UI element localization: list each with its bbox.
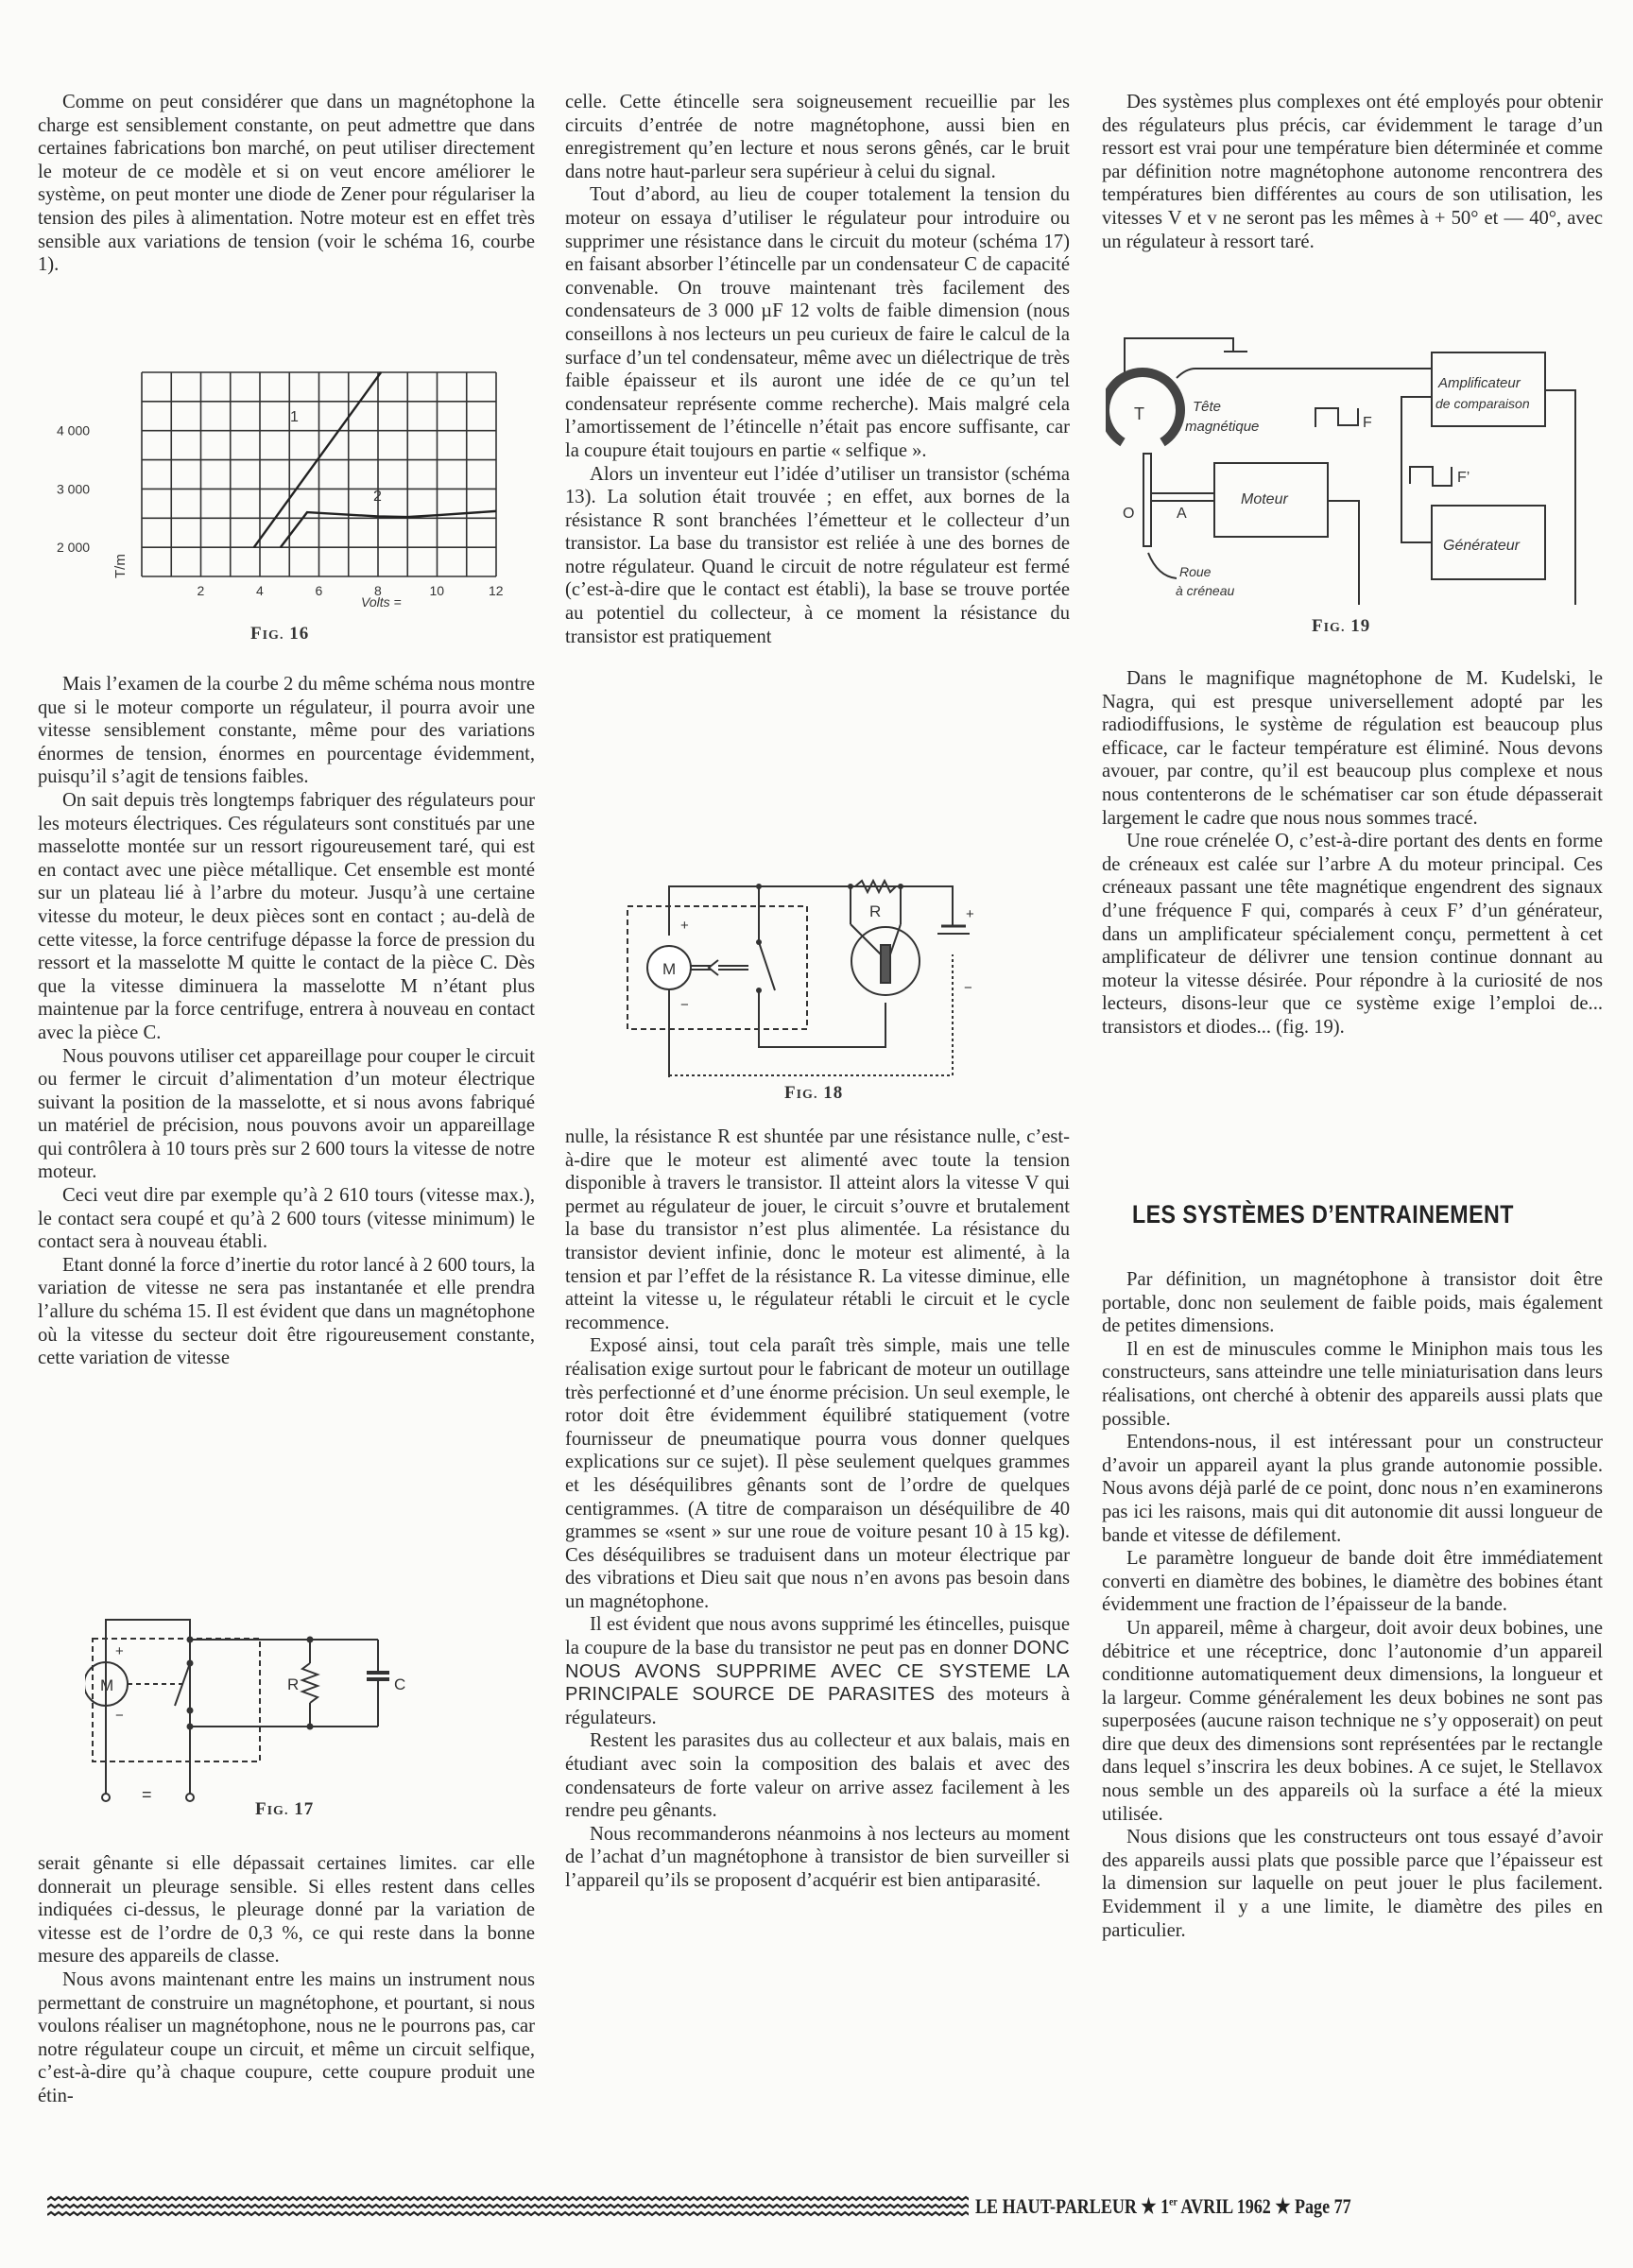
star-icon: ★ [1141,2194,1157,2218]
switch [175,1663,190,1706]
wheel-caption-2: à créneau [1176,583,1235,598]
paragraph: Nous avons maintenant entre les mains un instrument nous permettant de construire un magnétophone, et pourtant, si nous voulons réaliser un magnétophone, nous ne le pourrons pas, car notre régulateur coupe un circuit, et même un circuit selfique, c’est-à-dire qu’à chaque coupure, cette coupure produit une étin- [38,1968,535,2106]
plus-label: + [680,918,689,934]
x-tick-label: 10 [429,583,445,598]
y-tick-label: 3 000 [57,481,91,497]
fig17-caption: FIG. 17 [255,1799,315,1819]
fig18-diagram [614,879,1011,1077]
footer-wave-rule [47,2194,969,2223]
y-axis-label: T/m [112,554,129,578]
wire [106,1620,190,1761]
section-heading: LES SYSTÈMES D’ENTRAINEMENT [1132,1200,1514,1228]
column-2 [565,91,1070,648]
terminal [186,1794,194,1801]
minus-label: − [680,997,689,1013]
paragraph: celle. Cette étincelle sera soigneusement recueillie par les circuits d’entrée de notre magnétophone, aussi bien en enregistrement qu’en lecture et nous serons gênés, car le bruit dans notre haut-parleur sera supérieur à celui du signal. [565,92,1070,182]
paragraph: Il est évident que nous avons supprimé les étincelles, puisque la coupure de la base du transistor ne peut pas en donner DONC NOUS AVONS SUPPRIME AVEC CE SYSTEME LA PRINCIPALE SOURCE DE PARASITES des moteurs à régulateurs. [565,1614,1070,1728]
battery-minus-label: − [964,980,972,996]
paragraph: Un appareil, même à chargeur, doit avoir deux bobines, une débitrice et une réceptrice, donc l’autonomie d’un appareil conditionne automatiquement deux dimensions, la longueur et la largeur. Comme généralement les deux bobines ne sont pas superposées (aucune raison technique ne s’y opposerait) on peut dire que deux des dimensions sont représentées par le rectangle dans lequel s’inscrira les deux bobines. A ce sujet, le Stellavox nous semble un des appareils où la surface a été la mieux utilisée. [1102,1617,1603,1825]
column-3 [1102,91,1603,253]
fig16-caption: FIG. 16 [250,624,310,644]
column-1 [38,91,535,277]
column-3-cont [1102,667,1603,1040]
capacitor-label: C [394,1675,406,1693]
paragraph: Exposé ainsi, tout cela paraît très simple, mais une telle réalisation exige surtout pour le fabricant de moteur un outillage très perfectionné et d’une énorme précision. Un seul exemple, le rotor doit être évidemment équilibré statiquement (votre fournisseur de pneumatique pourra vous donner quelques explications sur ce sujet). Il pèse seulement quelques grammes et les déséquilibres gênants sont de l’ordre de quelques centigrammes. (A titre de comparaison un déséquilibre de 40 grammes se «sent » sur une roue de voiture pesant 10 à 15 kg). Ces déséquilibres se traduisent dans un moteur électrique par des vibrations et Dieu sait que nous n’en avons pas besoin dans un magnétophone. [565,1335,1070,1612]
motor-label: M [100,1676,114,1694]
page-footer [975,2194,1351,2219]
wheel-caption-1: Roue [1179,564,1212,579]
resistor-label: R [869,902,882,920]
publication-name: LE HAUT-PARLEUR [975,2194,1137,2218]
paragraph: Nous pouvons utiliser cet appareillage pour couper le circuit ou fermer le circuit d’alimentation d’un moteur électrique suivant la position de la masselotte, et si nous avons fabriqué un matériel de précision, nous pouvons avoir un appareillage qui contrôlera à 10 tours près sur 2 600 tours la vitesse de notre moteur. [38,1045,535,1183]
paragraph: Dans le magnifique magnétophone de M. Kudelski, le Nagra, qui est presque universellement adopté par les radiodiffusions, le système de régulation est beaucoup plus efficace, car le facteur température est éliminé. Nous devons avouer, par contre, qu’il est beaucoup plus complexe et nous nous contenterons de le schématiser car son étude dépasserait largement le cadre que nous nous sommes tracé. [1102,668,1603,829]
paragraph: Restent les parasites dus au collecteur et aux balais, mais en étudiant avec soin la composition des balais et avec des condensateurs de forte valeur on arrive assez facilement à les rendre peu gênants. [565,1730,1070,1822]
x-tick-label: 2 [197,583,205,598]
paragraph: Il en est de minuscules comme le Miniphon mais tous les constructeurs, sans atteindre une telle miniaturisation dans leurs réalisations, ont cherché à obtenir des appareils aussi plats que possible. [1102,1338,1603,1430]
x-tick-label: 12 [489,583,504,598]
paragraph: Etant donné la force d’inertie du rotor lancé à 2 600 tours, la variation de vitesse ne sera pas instantanée et elle prendra l’allure du schéma 15. Il est évident que dans un magnétophone où la vitesse du secteur doit être rigoureusement constante, cette variation de vitesse [38,1254,535,1369]
star-icon: ★ [1275,2194,1291,2218]
paragraph: nulle, la résistance R est shuntée par une résistance nulle, c’est-à-dire que le moteur est alimenté avec toute la tension disponible à travers le transistor. Il atteint alors la vitesse V qui permet au régulateur de jouer, le circuit s’ouvre et brutalement la base du transistor n’est plus alimentée. La résistance du transistor devient infinie, donc le moteur est alimenté, à la tension et par l’effet de la résistance R. La vitesse diminue, elle atteint la vitesse u, le régulateur rétabli le circuit et le cycle recommence. [565,1126,1070,1333]
wave-line [47,2205,969,2208]
resistor-label: R [287,1675,300,1693]
series-label-2: 2 [373,489,382,505]
head-label: T [1134,404,1144,423]
head-caption-2: magnétique [1185,419,1260,435]
column-1-end [38,1852,535,2108]
paragraph: Comme on peut considérer que dans un magnétophone la charge est sensiblement constante, on peut admettre que dans certaines fabrications bon marché, on peut utiliser directement le moteur de ce modèle et si on veut encore améliorer le système, on peut monter une diode de Zener pour régulariser la tension des piles à alimentation. Notre moteur est en effet très sensible aux variations de tension (voir le schéma 16, courbe 1). [38,92,535,276]
paragraph: Par définition, un magnétophone à transistor doit être portable, donc non seulement de faible poids, mais également de petites dimensions. [1102,1269,1603,1337]
fig19-diagram [1106,331,1588,605]
paragraph: Entendons-nous, il est intéressant pour un constructeur d’avoir un appareil ayant la plus grande autonomie possible. Nous avons déjà parlé de ce point, donc nous n’en examinerons pas ici les raisons, mais qui dit autonomie dit aussi longueur de bande et vitesse de défilement. [1102,1432,1603,1546]
signal-f2-label: F’ [1457,470,1470,486]
crenellated-wheel [1143,454,1151,546]
head-caption-1: Tête [1193,399,1222,415]
wave-line [47,2212,969,2215]
paragraph: Mais l’examen de la courbe 2 du même schéma nous montre que si le moteur comporte un régulateur, il pourra avoir une vitesse sensiblement constante, même pour des variations énormes de tension, énormes en pourcentage évidemment, puisqu’il s’agit de tensions faibles. [38,674,535,788]
paragraph: Des systèmes plus complexes ont été employés pour obtenir des régulateurs plus précis, car évidemment le tarage d’un ressort est vrai pour une température bien déterminée et comme par définition notre magnétophone autonome rencontrera des températures bien différentes au cours de son utilisation, les vitesses V et v ne seront pas les mêmes à + 50° et — 40°, avec un régulateur à ressort taré. [1102,92,1603,252]
paragraph: Nous recommanderons néanmoins à nos lecteurs au moment de l’achat d’un magnétophone à transistor de bien surveiller si l’appareil qu’ils se proposent d’acquérir est bien antiparasité. [565,1823,1070,1891]
paragraph: Ceci veut dire par exemple qu’à 2 610 tours (vitesse max.), le contact sera coupé et qu’à 2 600 tours (vitesse minimum) le contact sera à nouveau établi. [38,1185,535,1253]
shaft-label: A [1177,506,1187,522]
column-2-cont [565,1125,1070,1893]
wheel-label: O [1123,506,1135,522]
column-1-cont [38,673,535,1370]
amplifier-label-2: de comparaison [1435,396,1530,411]
motor-label: Moteur [1241,491,1288,507]
series-line-2 [281,511,496,547]
x-tick-label: 6 [315,583,323,598]
battery-plus-label: + [966,906,974,922]
fig19-caption: FIG. 19 [1312,616,1371,636]
page-number: Page 77 [1295,2194,1351,2218]
dc-symbol: = [142,1785,152,1804]
y-tick-label: 2 000 [57,540,91,556]
fig18-caption: FIG. 18 [784,1083,844,1103]
column-3-section [1102,1268,1603,1942]
wire [669,886,953,936]
series-label-1: 1 [290,409,299,425]
plus-label: + [115,1643,124,1659]
fig17-diagram [85,1588,444,1805]
emphasis-caps: DONC NOUS AVONS SUPPRIME AVEC CE SYSTEME LA PRINCIPALE SOURCE DE PARASITES [565,1638,1070,1706]
issue-date: 1er AVRIL 1962 [1160,2194,1271,2218]
amplifier-label-1: Amplificateur [1438,375,1521,391]
motor-label: M [662,960,677,978]
resistor-R [302,1663,318,1703]
signal-f2-waveform [1410,467,1452,486]
x-axis-label: Volts = [361,594,402,610]
paragraph: Tout d’abord, au lieu de couper totalement la tension du moteur on essaya d’utiliser le régulateur pour introduire ou supprimer une résistance dans le circuit du moteur (schéma 17) en faisant absorber l’étincelle par un condensateur C de capacité convenable. On trouve maintenant très facilement des condensateurs de 3 000 µF 12 volts de faible dimension (nous conseillons à nos lecteurs un peu curieux de faire le calcul de la surface d’un tel condensateur, même avec un diélectrique de très faible épaisseur et ils auront une idée de ce qu’un tel condensateur représente comme recherche). Mais malgré cela l’amortissement de l’étincelle n’était pas encore suffisante, car la coupure était toujours en partie « selfique ». [565,184,1070,461]
paragraph: Nous disions que les constructeurs ont tous essayé d’avoir des appareils aussi plats que possible parce que l’épaisseur est la dimension sur laquelle on peut jouer le plus facilement. Evidemment il y a une limite, le diamètre des piles en particulier. [1102,1827,1603,1941]
paragraph: Le paramètre longueur de bande doit être immédiatement converti en diamètre des bobines, le diamètre des bobines étant évidemment une fraction de l’épaisseur de la bande. [1102,1548,1603,1616]
x-tick-label: 4 [256,583,264,598]
signal-f-label: F [1363,415,1372,431]
paragraph: On sait depuis très longtemps fabriquer des régulateurs pour les moteurs électriques. Ces régulateurs sont constitués par une masselotte montée sur un ressort rigoureusement taré, qui est en contact avec une pièce métallique. Cet ensemble est monté sur un plateau lié à l’arbre du moteur. Jusqu’à une certaine vitesse du moteur, le deux pièces sont en contact ; au-delà de cette vitesse, la force centrifuge dépasse la force de pression du ressort et la masselotte M quitte le contact de la pièce C. Dès que la vitesse diminuera la masselotte M n’étant plus maintenue par la force centrifuge, entrera à nouveau en contact avec la pièce C. [38,789,535,1043]
paragraph: Une roue crénelée O, c’est-à-dire portant des dents en forme de créneaux est calée sur l’arbre A du moteur principal. Ces créneaux passant une tête magnétique engendrent des signaux d’une fréquence F qui, comparés à ceux F’ d’un générateur, dans un amplificateur spécialement conçu, permettent à cet amplificateur de délivrer une tension continue donnant au moteur la vitesse désirée. Pour répondre à la curiosité de nos lecteurs, disons-leur que ce système exige l’emploi de... transistors et diodes... (fig. 19). [1102,831,1603,1038]
y-tick-label: 4 000 [57,422,91,438]
wave-line [47,2197,969,2200]
x-tick-label: 8 [374,583,382,598]
paragraph: serait gênante si elle dépassait certaines limites. car elle donnerait un pleurage sensible. Si elles restent dans celles indiquées ci-dessus, le pleurage donné par la variation de vitesse est de l’ordre de 0,3 %, ce qui reste dans la bonne mesure des appareils de classe. [38,1853,535,1967]
minus-label: − [115,1708,124,1724]
switch [759,942,775,990]
chart-grid [142,372,496,576]
paragraph: Alors un inventeur eut l’idée d’utiliser un transistor (schéma 13). La solution était trouvée ; en effet, aux bornes de la résistance R sont branchées l’émetteur et le collecteur d’un transistor. La base du transistor est reliée à une des bornes de notre régulateur. Quand le circuit de notre régulateur est fermé (c’est-à-dire que le contact est établi), la base se trouve portée au potentiel du collecteur, à ce moment la résistance du transistor est pratiquement [565,463,1070,647]
fig16-chart [57,359,510,614]
wire [669,954,953,1075]
generator-label: Générateur [1443,538,1520,554]
terminal [102,1794,110,1801]
signal-f-waveform [1315,408,1358,427]
